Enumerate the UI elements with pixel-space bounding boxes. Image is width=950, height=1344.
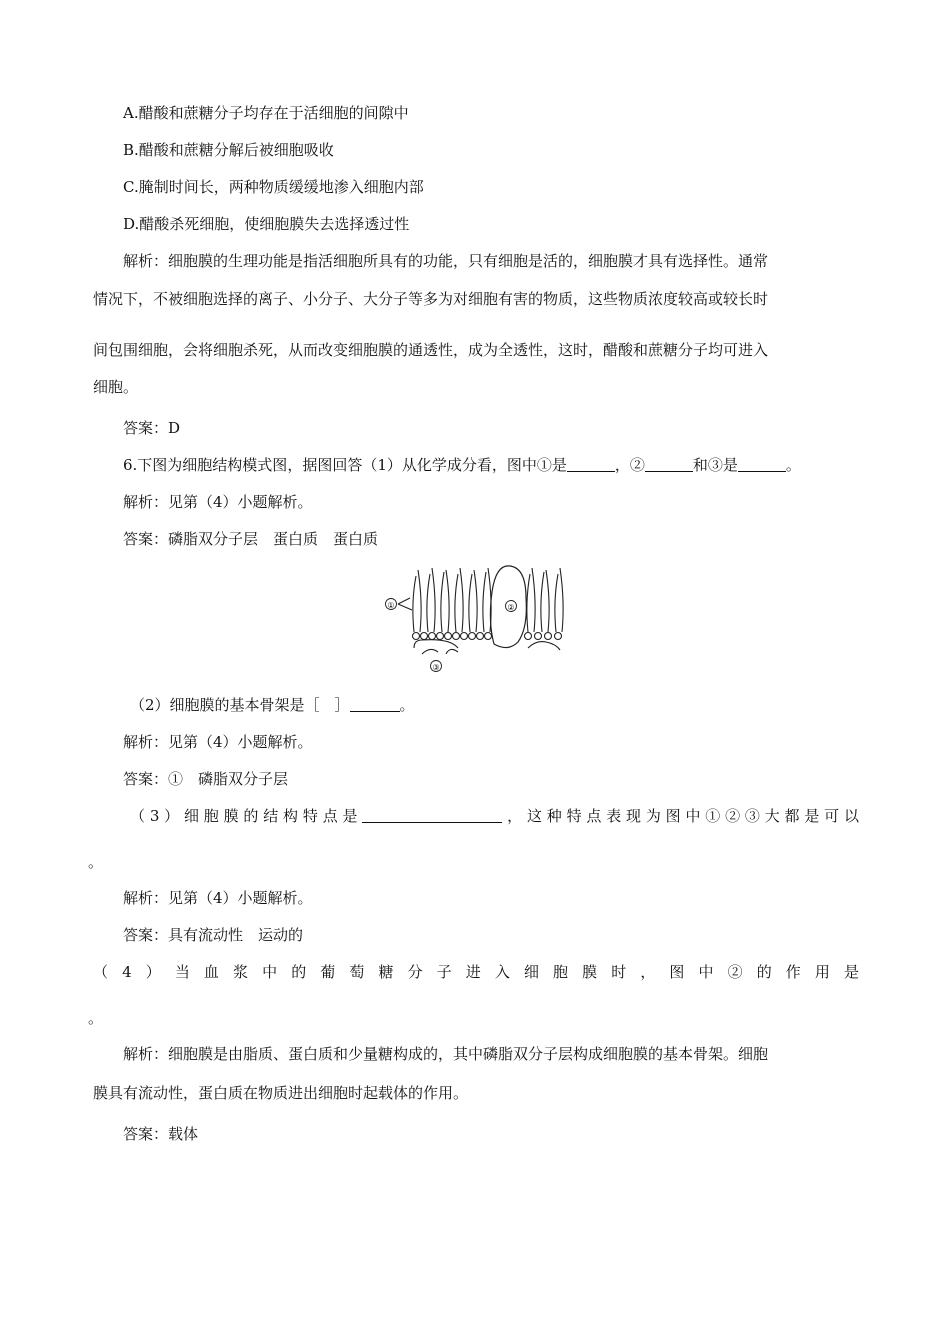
phospholipid-tails (413, 568, 563, 632)
q6-stem-text-a: 6.下图为细胞结构模式图，据图回答（1）从化学成分看，图中①是 (123, 456, 567, 474)
q6-p2-analysis: 解析：见第（4）小题解析。 (123, 733, 313, 751)
q6-p2-answer: 答案：① 磷脂双分子层 (123, 770, 289, 788)
option-b: B.醋酸和蔗糖分解后被细胞吸收 (123, 141, 334, 159)
option-a: A.醋酸和蔗糖分子均存在于活细胞的间隙中 (123, 104, 409, 122)
option-c: C.腌制时间长，两种物质缓缓地渗入细胞内部 (123, 178, 424, 196)
q6-stem-text-b: ，② (614, 456, 645, 474)
q6-p3-stem (130, 806, 859, 826)
q5-analysis-line-4: 细胞。 (93, 378, 139, 396)
cell-membrane-diagram (378, 562, 574, 676)
option-d: D.醋酸杀死细胞，使细胞膜失去选择透过性 (123, 215, 410, 233)
q6-p3-analysis: 解析：见第（4）小题解析。 (123, 889, 313, 907)
q5-analysis-line-2: 情况下，不被细胞选择的离子、小分子、大分子等多为对细胞有害的物质，这些物质浓度较高或较长时 (93, 290, 769, 308)
q6-p1-answer: 答案：磷脂双分子层 蛋白质 蛋白质 (123, 530, 379, 548)
label-three: ③ (432, 663, 440, 672)
label-pointer (398, 598, 412, 610)
q6-p4-analysis-line-2: 膜具有流动性，蛋白质在物质进出细胞时起载体的作用。 (93, 1084, 469, 1102)
label-one: ① (387, 601, 395, 610)
q6-p4-answer: 答案：载体 (123, 1125, 199, 1143)
label-two: ② (507, 603, 515, 612)
q6-p3-answer: 答案：具有流动性 运动的 (123, 926, 304, 944)
q6-p3-text-b: ，这种特点表现为图中①②③大都是可以 (502, 807, 859, 825)
answer-blank-5 (362, 807, 502, 823)
q6-p2-text-a: （2）细胞膜的基本骨架是［ ］ (130, 696, 350, 714)
q6-p4-end: 。 (88, 1009, 104, 1027)
q6-p2-stem (130, 695, 859, 715)
q6-stem-text-c: 和③是 (692, 456, 738, 474)
answer-blank-1 (567, 456, 615, 472)
answer-blank-2 (645, 456, 693, 472)
q6-stem (123, 455, 859, 475)
q6-p3-end: 。 (88, 853, 104, 871)
q6-stem-text-d: 。 (785, 456, 801, 474)
membrane-svg (378, 562, 574, 676)
q6-p1-analysis: 解析：见第（4）小题解析。 (123, 493, 313, 511)
phospholipid-heads (413, 633, 562, 640)
q5-answer: 答案：D (123, 419, 181, 437)
q6-p4-analysis-line-1: 解析：细胞膜是由脂质、蛋白质和少量糖构成的，其中磷脂双分子层构成细胞膜的基本骨架。细胞 (123, 1045, 769, 1063)
q5-analysis-line-3: 间包围细胞，会将细胞杀死，从而改变细胞膜的通透性，成为全透性，这时，醋酸和蔗糖分子均可进入 (93, 341, 769, 359)
q6-p2-text-b: 。 (399, 696, 415, 714)
answer-blank-4 (350, 696, 400, 712)
q6-p3-text-a: （3）细胞膜的结构特点是 (130, 807, 363, 825)
q5-analysis-line-1: 解析：细胞膜的生理功能是指活细胞所具有的功能，只有细胞是活的，细胞膜才具有选择性。通常 (123, 252, 769, 270)
q6-p4-stem: （4）当血浆中的葡萄糖分子进入细胞膜时，图中②的作用是 (93, 963, 859, 981)
protein-arcs (414, 640, 560, 654)
answer-blank-3 (738, 456, 786, 472)
